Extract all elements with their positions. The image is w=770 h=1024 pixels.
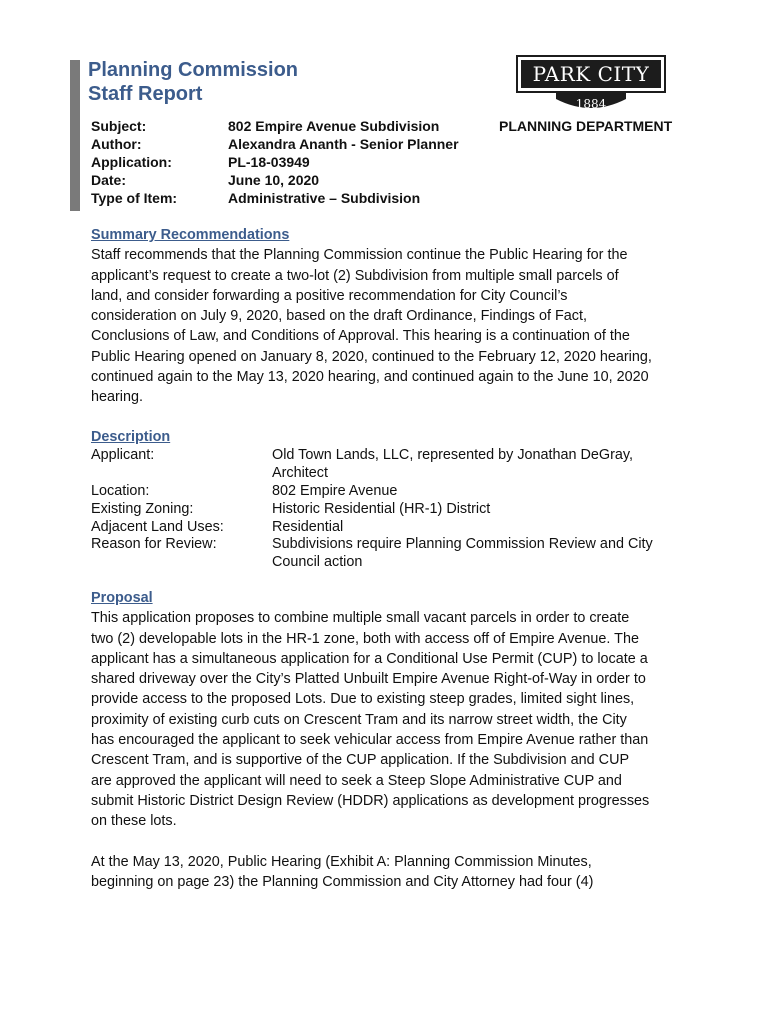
report-title-line-1: Planning Commission	[88, 59, 299, 81]
description-value: Subdivisions require Planning Commission Review and City Council action	[272, 536, 653, 571]
meta-label: Author:	[91, 136, 142, 152]
proposal-line: proximity of existing curb cuts on Crescent Tram and its narrow street width, the City	[91, 711, 627, 728]
description-value: 802 Empire Avenue	[272, 482, 398, 499]
proposal-heading: Proposal	[91, 590, 153, 606]
description-label: Reason for Review:	[91, 536, 217, 553]
proposal-line: Crescent Tram, and is supportive of the CUP application. If the Subdivision and CUP	[91, 752, 630, 769]
continuation-line: beginning on page 23) the Planning Commission and City Attorney had four (4)	[91, 873, 594, 890]
meta-value: Administrative – Subdivision	[228, 190, 421, 206]
description-row-applicant	[91, 447, 691, 483]
proposal-line: on these lots.	[91, 813, 177, 830]
side-bar	[70, 60, 80, 211]
description-row-zoning	[91, 501, 691, 519]
description-section	[91, 429, 691, 572]
meta-value: 802 Empire Avenue Subdivision	[228, 118, 440, 134]
summary-section	[91, 225, 681, 408]
proposal-line: has encouraged the applicant to seek vehicular access from Empire Avenue rather than	[91, 732, 649, 749]
continuation-line: At the May 13, 2020, Public Hearing (Exhibit A: Planning Commission Minutes,	[91, 853, 592, 870]
proposal-line: provide access to the proposed Lots. Due to existing steep grades, limited sight lines,	[91, 691, 635, 708]
meta-row-type	[91, 189, 459, 207]
summary-line: continued again to the May 13, 2020 hearing, and continued again to the June 10, 2020	[91, 369, 649, 386]
meta-label: Type of Item:	[91, 190, 178, 206]
meta-block	[91, 117, 459, 207]
meta-row-author	[91, 135, 459, 153]
description-value: Old Town Lands, LLC, represented by Jonathan DeGray, Architect	[272, 446, 634, 481]
description-value: Residential	[272, 518, 344, 535]
summary-line: Conclusions of Law, and Conditions of Approval. This hearing is a continuation of the	[91, 328, 630, 345]
proposal-section	[91, 588, 681, 892]
description-label: Adjacent Land Uses:	[91, 518, 224, 535]
proposal-line: are approved the applicant will need to seek a Steep Slope Administrative CUP and	[91, 772, 622, 789]
meta-label: Subject:	[91, 118, 147, 134]
description-label: Applicant:	[91, 446, 155, 463]
meta-label: Date:	[91, 172, 127, 188]
logo-name: PARK CITY	[532, 62, 650, 86]
park-city-logo	[516, 47, 666, 121]
meta-value: PL-18-03949	[228, 154, 310, 170]
summary-line: hearing.	[91, 389, 144, 406]
logo-year: 1884	[575, 97, 607, 111]
meta-label: Application:	[91, 154, 172, 170]
summary-line: applicant’s request to create a two-lot (2) Subdivision from multiple small parcels of	[91, 267, 619, 284]
meta-value: June 10, 2020	[228, 172, 320, 188]
proposal-line: shared driveway over the City’s Platted Unbuilt Empire Avenue Right-of-Way in order to	[91, 671, 646, 688]
report-title	[88, 58, 298, 106]
proposal-line: This application proposes to combine multiple small vacant parcels in order to create	[91, 610, 630, 627]
meta-row-date	[91, 171, 459, 189]
description-heading: Description	[91, 429, 171, 445]
summary-line: land, and consider forwarding a positive recommendation for City Council’s	[91, 287, 568, 304]
summary-line: consideration on July 9, 2020, based on the draft Ordinance, Findings of Fact,	[91, 308, 587, 325]
description-label: Existing Zoning:	[91, 500, 194, 517]
proposal-line: two (2) developable lots in the HR-1 zone, both with access off of Empire Avenue. The	[91, 630, 639, 647]
description-row-land-uses	[91, 519, 691, 537]
summary-line: Staff recommends that the Planning Commission continue the Public Hearing for the	[91, 247, 628, 264]
summary-line: Public Hearing opened on January 8, 2020, continued to the February 12, 2020 hearing,	[91, 348, 652, 365]
report-title-line-2: Staff Report	[88, 83, 203, 105]
description-row-location	[91, 483, 691, 501]
proposal-line: submit Historic District Design Review (HDDR) applications as development progresses	[91, 792, 650, 809]
description-value: Historic Residential (HR-1) District	[272, 500, 491, 517]
summary-heading: Summary Recommendations	[91, 227, 290, 243]
proposal-line: applicant has a simultaneous application for a Conditional Use Permit (CUP) to locate a	[91, 650, 648, 667]
department-label: PLANNING DEPARTMENT	[499, 118, 673, 134]
meta-value: Alexandra Ananth - Senior Planner	[228, 136, 459, 152]
description-row-reason	[91, 536, 691, 572]
meta-row-application	[91, 153, 459, 171]
meta-row-subject	[91, 117, 459, 135]
description-label: Location:	[91, 482, 150, 499]
